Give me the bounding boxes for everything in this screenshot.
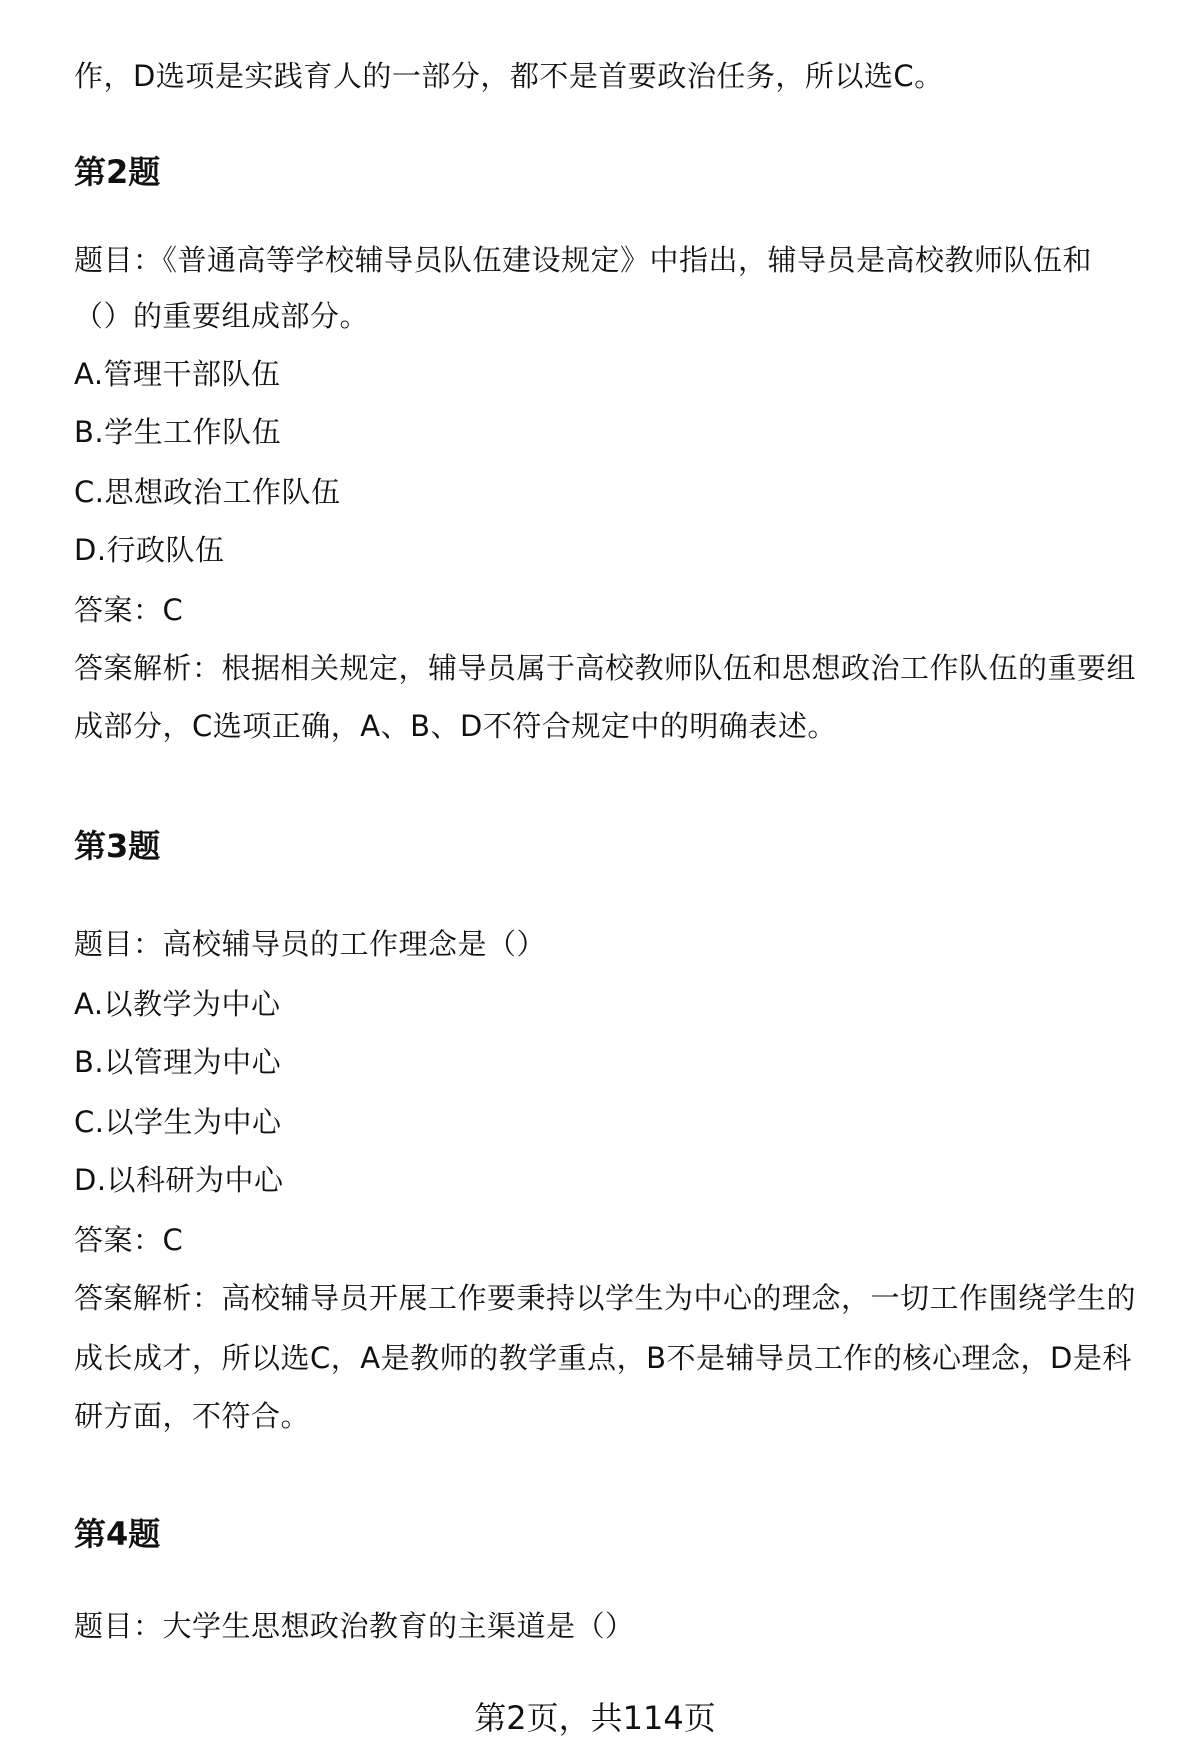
question-2-explanation-line-1: 答案解析：根据相关规定，辅导员属于高校教师队伍和思想政治工作队伍的重要组 <box>74 651 1137 685</box>
question-2-stem-line-2: （）的重要组成部分。 <box>74 299 370 333</box>
question-2-option-b: B.学生工作队伍 <box>74 415 282 449</box>
question-3-option-c: C.以学生为中心 <box>74 1105 282 1139</box>
question-3-explanation-line-2: 成长成才，所以选C，A是教师的教学重点，B不是辅导员工作的核心理念，D是科 <box>74 1341 1132 1375</box>
question-3-option-b: B.以管理为中心 <box>74 1045 282 1079</box>
question-2-explanation-line-2: 成部分，C选项正确，A、B、D不符合规定中的明确表述。 <box>74 709 837 743</box>
question-2-answer: 答案：C <box>74 593 184 627</box>
question-2-option-c: C.思想政治工作队伍 <box>74 475 341 509</box>
question-2-option-a: A.管理干部队伍 <box>74 357 281 391</box>
question-3-explanation-line-3: 研方面，不符合。 <box>74 1399 311 1433</box>
question-2-heading: 第2题 <box>74 153 161 191</box>
question-3-option-a: A.以教学为中心 <box>74 987 281 1021</box>
question-4-heading: 第4题 <box>74 1515 161 1553</box>
question-3-heading: 第3题 <box>74 827 161 865</box>
page-number-footer: 第2页，共114页 <box>474 1699 716 1737</box>
question-2-option-d: D.行政队伍 <box>74 533 225 567</box>
question-2-stem-line-1: 题目：《普通高等学校辅导员队伍建设规定》中指出，辅导员是高校教师队伍和 <box>74 243 1093 277</box>
previous-explanation-tail: 作，D选项是实践育人的一部分，都不是首要政治任务，所以选C。 <box>74 59 944 93</box>
question-3-answer: 答案：C <box>74 1223 184 1257</box>
question-3-option-d: D.以科研为中心 <box>74 1163 284 1197</box>
question-4-stem-line-1: 题目：大学生思想政治教育的主渠道是（） <box>74 1609 635 1643</box>
question-3-stem-line-1: 题目：高校辅导员的工作理念是（） <box>74 927 547 961</box>
question-3-explanation-line-1: 答案解析：高校辅导员开展工作要秉持以学生为中心的理念，一切工作围绕学生的 <box>74 1281 1137 1315</box>
